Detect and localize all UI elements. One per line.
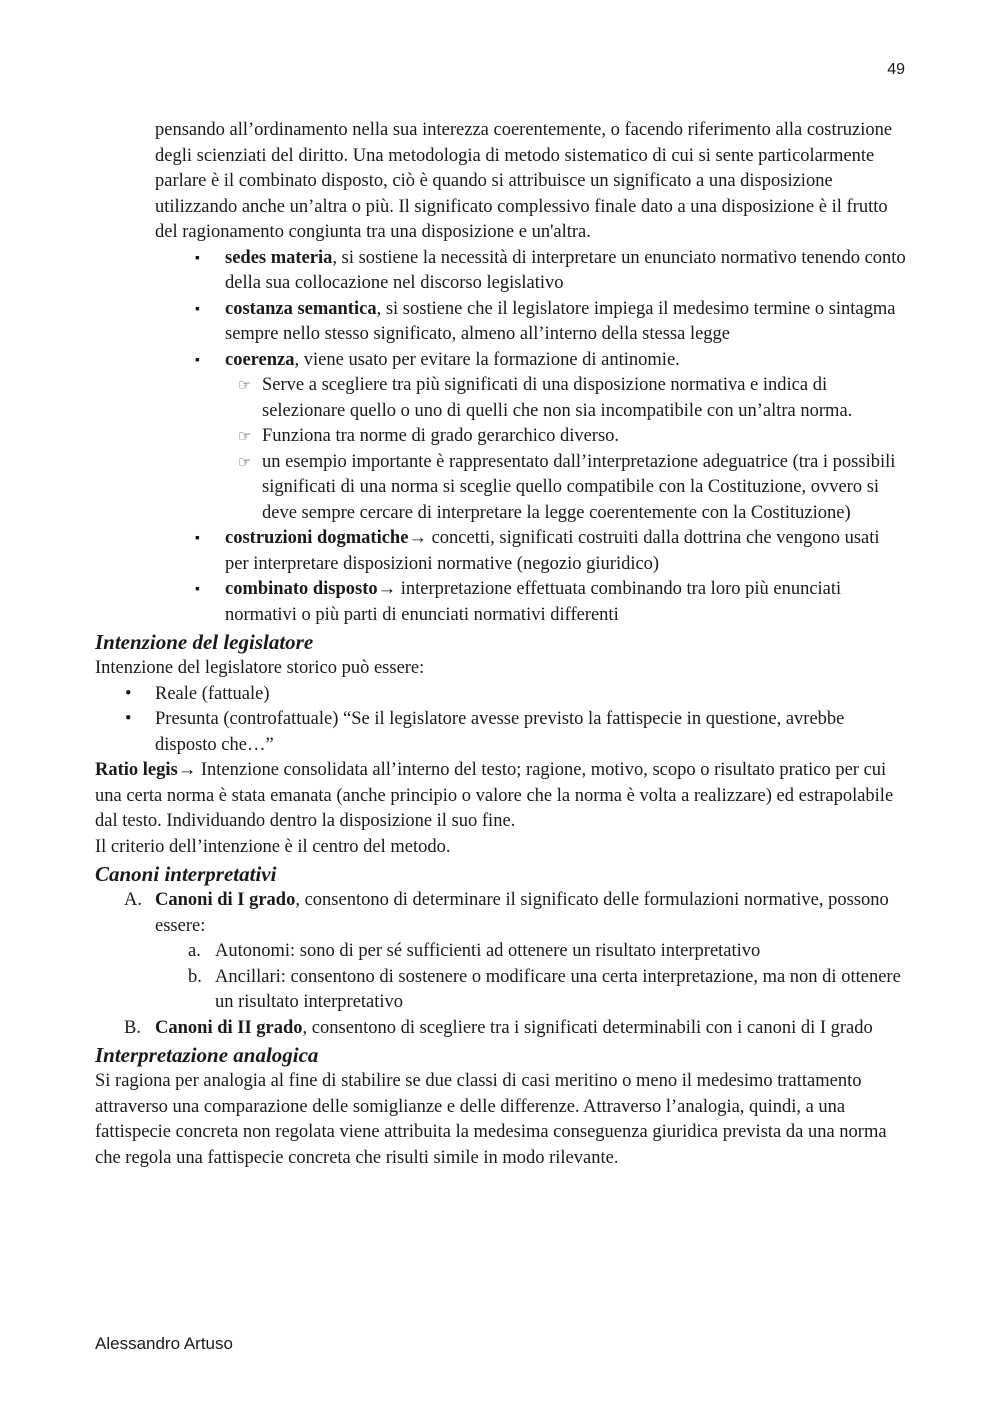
pointing-hand-icon: ☞ [238, 427, 252, 445]
list-marker: a. [188, 941, 201, 961]
page-content [95, 118, 907, 1171]
footer-author: Alessandro Artuso [95, 1334, 233, 1353]
sub-list-item [238, 424, 907, 450]
list-item [124, 888, 907, 1016]
ratio-legis-paragraph [95, 758, 907, 835]
sub-list-item [188, 965, 907, 1016]
list-item [225, 577, 907, 628]
section-heading-canons: Canoni interpretativi [95, 862, 277, 886]
term: costruzioni dogmatiche→ [225, 528, 427, 548]
coerenza-sublist [225, 373, 907, 526]
sub-list-item [188, 939, 907, 965]
term: coerenza [225, 349, 295, 370]
definition: , consentono di determinare il significato delle formulazioni normative, possono essere: [155, 890, 889, 936]
list-item [225, 526, 907, 577]
intention-list [95, 682, 907, 759]
sub-item-text: Serve a scegliere tra più significati di una disposizione normativa e indica di selezionare quello o uno di quelli che non sia incompatibile con un’altra norma. [262, 375, 853, 421]
definition: , viene usato per evitare la formazione di antinomie. [294, 349, 680, 370]
list-item: • Presunta (controfattuale) “Se il legislatore avesse previsto la fattispecie in questione, avrebbe disposto che…” [155, 707, 907, 758]
intro-paragraph: pensando all’ordinamento nella sua interezza coerentemente, o facendo riferimento alla costruzione degli scienziati del diritto. Una metodologia di metodo sistematico di cui si sente particolarmente parlare è il combinato disposto, ciò è quando si attribuisce un significato a una disposizione utilizzando anche un’altra o più. Il significato complessivo finale dato a una disposizione è il frutto del ragionamento congiunta tra una disposizione e un'altra. [155, 120, 893, 242]
definition: , consentono di scegliere tra i significati determinabili con i canoni di I grado [302, 1017, 873, 1038]
definition: concetti, significati costruiti dalla dottrina che vengono usati per interpretare disposizioni normative (negozio giuridico) [225, 528, 880, 574]
canons-sublist [155, 939, 907, 1016]
list-marker: B. [124, 1017, 141, 1038]
list-item: • Reale (fattuale) [155, 682, 907, 708]
intention-lead: Intenzione del legislatore storico può essere: [95, 658, 425, 678]
systematic-criteria-list [95, 246, 907, 629]
definition: , si sostiene la necessità di interpretare un enunciato normativo tenendo conto della sua collocazione nel discorso legislativo [225, 247, 906, 293]
page-number: 49 [887, 61, 905, 78]
list-marker: b. [188, 966, 202, 987]
sub-item-text: un esempio importante è rappresentato dall’interpretazione adeguatrice (tra i possibili significati di una norma si sceglie quello compatibile con la Costituzione, ovvero si deve sempre cercare di interpretare la legge coerentemente con la Costituzione) [262, 451, 896, 523]
section-heading-intention: Intenzione del legislatore [95, 630, 314, 654]
sub-item-text: Funziona tra norme di grado gerarchico diverso. [262, 426, 620, 446]
list-marker: A. [124, 890, 142, 910]
analogy-paragraph: Si ragiona per analogia al fine di stabilire se due classi di casi meritino o meno il medesimo trattamento attraverso una comparazione delle somiglianze e delle differenze. Attraverso l’analogia, quindi, a una fattispecie concreta non regolata viene attribuita la medesima conseguenza giuridica prevista da una norma che regola una fattispecie concreta che risulti simile in modo rilevante. [95, 1071, 887, 1168]
section-heading-analogy: Interpretazione analogica [95, 1043, 319, 1067]
sub-item-text: Autonomi: sono di per sé sufficienti ad ottenere un risultato interpretativo [215, 941, 761, 961]
definition: Intenzione consolidata all’interno del testo; ragione, motivo, scopo o risultato pratico per cui una certa norma è stata emanata (anche principio o valore che la norma è volta a realizzare) ed estrapolabile dal testo. Individuando dentro la disposizione il suo fine. [95, 760, 894, 831]
sub-list-item [238, 450, 907, 527]
definition: interpretazione effettuata combinando tra loro più enunciati normativi o più parti di enunciati normativi differenti [225, 579, 842, 625]
list-item [225, 297, 907, 348]
sub-item-text: Ancillari: consentono di sostenere o modificare una certa interpretazione, ma non di ottenere un risultato interpretativo [215, 966, 901, 1012]
term: Canoni di I grado [155, 890, 296, 910]
pointing-hand-icon: ☞ [238, 452, 252, 471]
term: sedes materia [225, 247, 333, 268]
intention-closing: Il criterio dell’intenzione è il centro del metodo. [95, 836, 451, 857]
sub-list-item [238, 373, 907, 424]
term: costanza semantica [225, 298, 377, 319]
list-item [225, 246, 907, 297]
pointing-hand-icon: ☞ [238, 376, 252, 394]
list-item [225, 348, 907, 527]
term: combinato disposto→ [225, 579, 397, 599]
canons-list [95, 888, 907, 1041]
term: Canoni di II grado [155, 1017, 303, 1038]
list-item [124, 1016, 907, 1042]
term: Ratio legis→ [95, 760, 197, 780]
definition: , si sostiene che il legislatore impiega il medesimo termine o sintagma sempre nello stesso significato, almeno all’interno della stessa legge [225, 298, 896, 344]
